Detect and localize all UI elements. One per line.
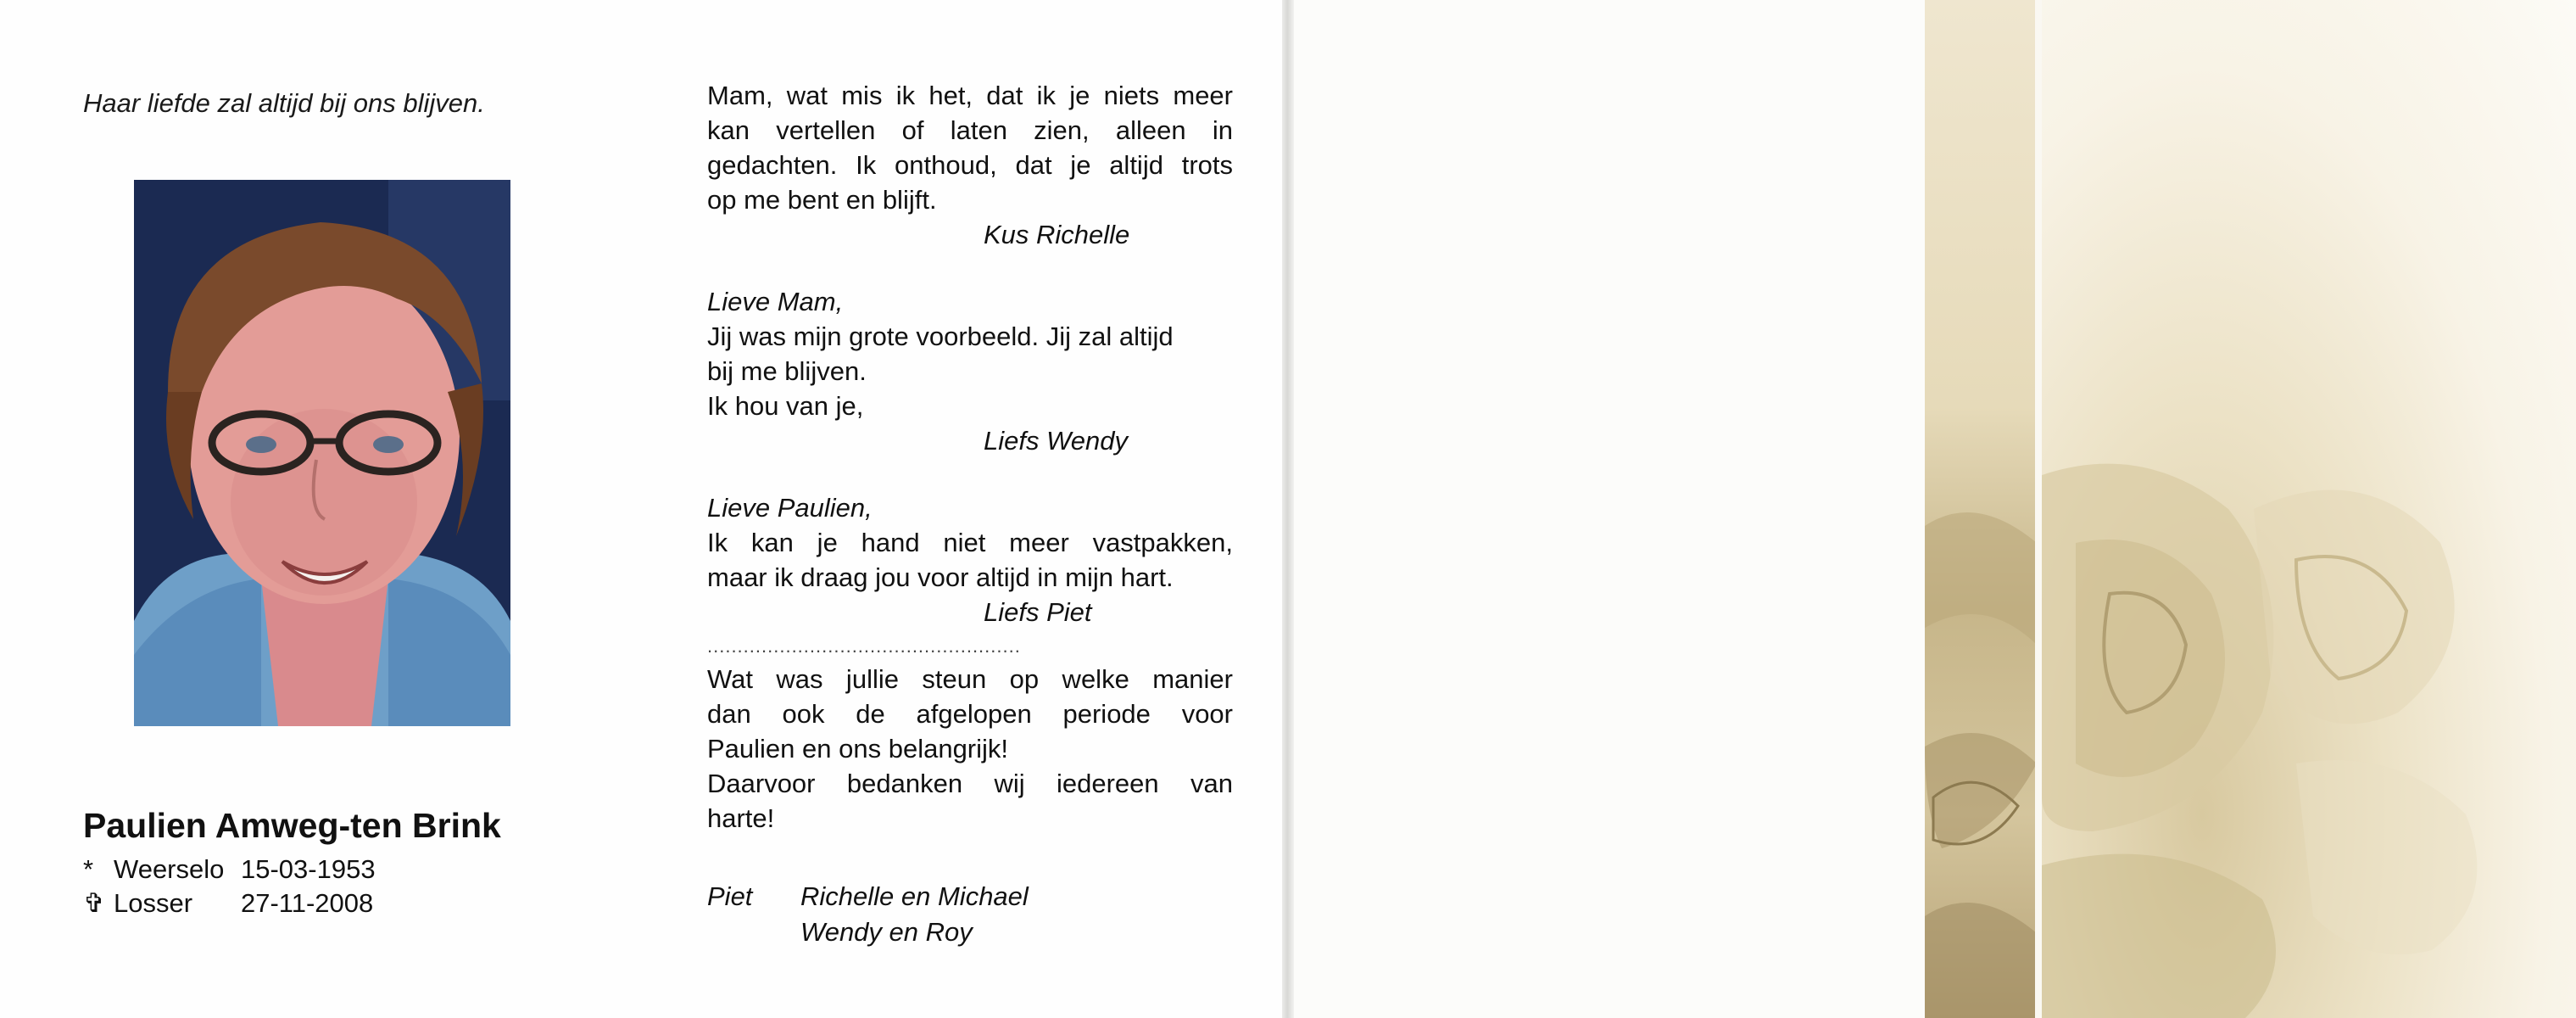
message-line: op me bent en blijft.	[707, 185, 937, 215]
message-richelle	[707, 78, 1233, 252]
rose-image	[2042, 0, 2576, 1018]
signoff-richelle: Kus Richelle	[984, 220, 1130, 249]
messages-column	[707, 78, 1233, 868]
message-line: Jij was mijn grote voorbeeld. Jij zal altijd	[707, 322, 1174, 351]
thanks-line: harte!	[707, 803, 775, 833]
salutation-wendy: Lieve Mam,	[707, 287, 844, 316]
motto-text: Haar liefde zal altijd bij ons blijven.	[83, 88, 485, 118]
family-signatures	[707, 879, 1029, 950]
thanks-line: dan ook de afgelopen periode voor	[707, 699, 1233, 729]
death-row	[83, 887, 677, 920]
signature-name: Wendy en Roy	[800, 917, 973, 947]
rose-illustration	[2042, 0, 2576, 1018]
message-line: gedachten. Ik onthoud, dat je altijd trots	[707, 150, 1233, 180]
death-place: Losser	[114, 888, 193, 918]
message-wendy	[707, 284, 1233, 458]
signature-name: Richelle en Michael	[800, 881, 1029, 911]
birth-symbol: *	[83, 854, 94, 884]
thanks-line: Paulien en ons belangrijk!	[707, 734, 1009, 764]
dotted-separator: ....................................................	[707, 635, 1021, 657]
message-line: bij me blijven.	[707, 356, 867, 386]
thanks-line: Daarvoor bedanken wij iedereen van	[707, 769, 1233, 798]
card-fold	[1282, 0, 1294, 1018]
deceased-name: Paulien Amweg-ten Brink	[83, 806, 501, 845]
message-piet	[707, 490, 1233, 629]
birth-date: 15-03-1953	[241, 854, 376, 884]
rose-strip-image	[1925, 0, 2037, 1018]
motto-block	[83, 88, 609, 119]
salutation-piet: Lieve Paulien,	[707, 493, 873, 523]
cross-icon: ✞	[83, 888, 105, 918]
message-line: maar ik draag jou voor altijd in mijn hart.	[707, 562, 1174, 592]
portrait-illustration	[134, 180, 510, 726]
message-line: Ik kan je hand niet meer vastpakken,	[707, 528, 1233, 557]
message-line: Mam, wat mis ik het, dat ik je niets meer	[707, 81, 1233, 110]
birth-place: Weerselo	[114, 854, 225, 884]
signature-row	[707, 879, 1029, 915]
thanks-line: Wat was jullie steun op welke manier	[707, 664, 1233, 694]
signature-name	[707, 915, 800, 950]
message-line: Ik hou van je,	[707, 391, 864, 421]
signoff-piet: Liefs Piet	[984, 597, 1092, 627]
signature-row	[707, 915, 1029, 950]
rose-divider	[2035, 0, 2042, 1018]
deceased-details	[83, 806, 677, 920]
left-page	[0, 0, 1282, 1018]
rose-strip-illustration	[1925, 0, 2037, 1018]
thanks-message	[707, 662, 1233, 836]
signature-name: Piet	[707, 881, 753, 911]
signoff-wendy: Liefs Wendy	[984, 426, 1129, 456]
birth-row	[83, 853, 677, 887]
message-line: kan vertellen of laten zien, alleen in	[707, 115, 1233, 145]
portrait-photo	[134, 180, 510, 726]
death-date: 27-11-2008	[241, 888, 374, 918]
